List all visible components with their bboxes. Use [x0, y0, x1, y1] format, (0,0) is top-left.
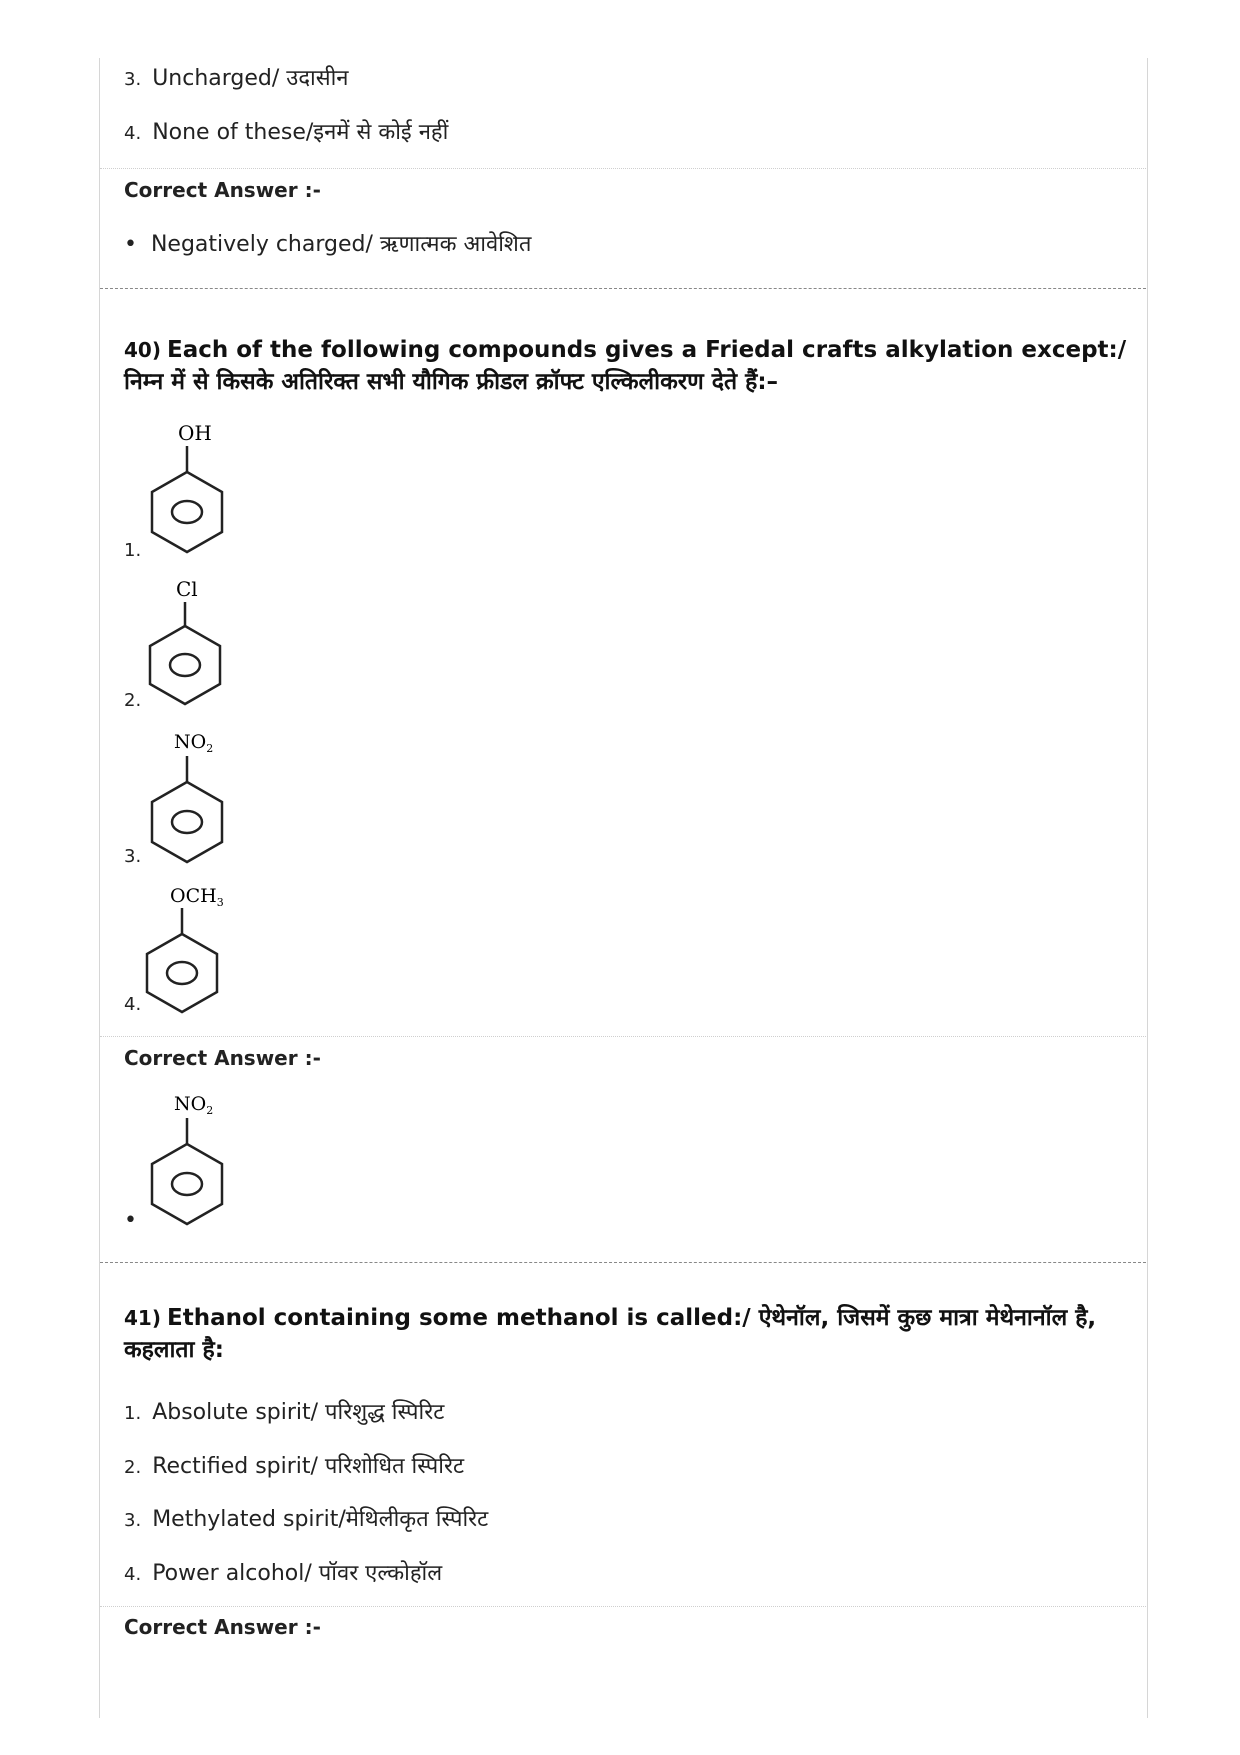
- q40-option-1-number: 1.: [124, 540, 142, 561]
- q41-question: [124, 1302, 1134, 1366]
- option-text: Power alcohol/ पॉवर एल्कोहॉल: [152, 1561, 443, 1586]
- q40-option-1-structure: [140, 418, 260, 562]
- option-number: 3.: [124, 69, 142, 90]
- question-text: Ethanol containing some methanol is called:/ ऐथेनॉल, जिसमें कुछ मात्रा मेथेनानॉल है, कहलाता है:: [124, 1305, 1097, 1363]
- q40-option-4-structure: [138, 882, 258, 1022]
- benzene-ring-icon: [147, 934, 217, 1012]
- question-separator: [100, 1262, 1146, 1263]
- option-text: None of these/इनमें से कोई नहीं: [152, 120, 449, 145]
- question-number: 41): [124, 1306, 161, 1330]
- question-separator: [100, 288, 1146, 289]
- q41-option-2: [124, 1450, 464, 1480]
- q41-correct-answer-label: Correct Answer :-: [124, 1615, 321, 1639]
- option-text: Methylated spirit/मेथिलीकृत स्पिरिट: [152, 1507, 489, 1532]
- option-number: 3.: [124, 1510, 142, 1531]
- bullet-icon: •: [124, 1208, 137, 1233]
- q40-option-3-structure: [140, 728, 260, 872]
- q40-option-2-number: 2.: [124, 690, 142, 711]
- divider: [100, 1606, 1146, 1607]
- option-text: Absolute spirit/ परिशुद्ध स्पिरिट: [152, 1400, 445, 1425]
- q41-option-1: [124, 1396, 444, 1426]
- benzene-ring-icon: [152, 472, 222, 552]
- benzene-ring-icon: [152, 782, 222, 862]
- answer-text: Negatively charged/ ऋणात्मक आवेशित: [150, 232, 532, 257]
- substituent-label: $OCH_3$: [170, 885, 224, 909]
- substituent-label: Cl: [176, 577, 198, 601]
- q40-question: [124, 334, 1134, 398]
- q39-option-3: [124, 62, 349, 92]
- q40-option-3-number: 3.: [124, 846, 142, 867]
- bullet-icon: •: [124, 232, 151, 257]
- q40-correct-answer-label: Correct Answer :-: [124, 1046, 321, 1070]
- option-number: 1.: [124, 1403, 142, 1424]
- q41-option-3: [124, 1503, 488, 1533]
- option-text: Rectified spirit/ परिशोधित स्पिरिट: [152, 1454, 465, 1479]
- benzene-ring-icon: [150, 626, 220, 704]
- q39-option-4: [124, 116, 448, 146]
- substituent-label: $NO_2$: [174, 731, 214, 755]
- question-number: 40): [124, 338, 161, 362]
- q39-correct-answer: [124, 228, 531, 258]
- option-number: 4.: [124, 123, 142, 144]
- divider: [100, 168, 1146, 169]
- benzene-ring-icon: [152, 1144, 222, 1224]
- q40-correct-answer-structure: [140, 1090, 260, 1234]
- option-text: Uncharged/ उदासीन: [152, 66, 349, 91]
- q40-option-4-number: 4.: [124, 994, 142, 1015]
- q39-correct-answer-label: Correct Answer :-: [124, 178, 321, 202]
- substituent-label: OH: [178, 421, 212, 445]
- question-text: Each of the following compounds gives a Friedal crafts alkylation except:/ निम्न में से किसके अतिरिक्त सभी यौगिक फ्रीडल क्रॉफ्ट एल्किलीकरण देते हैं:–: [124, 337, 1127, 395]
- substituent-label: $NO_2$: [174, 1093, 214, 1117]
- q40-option-2-structure: [140, 576, 260, 714]
- option-number: 2.: [124, 1457, 142, 1478]
- q41-option-4: [124, 1557, 442, 1587]
- divider: [100, 1036, 1146, 1037]
- option-number: 4.: [124, 1564, 142, 1585]
